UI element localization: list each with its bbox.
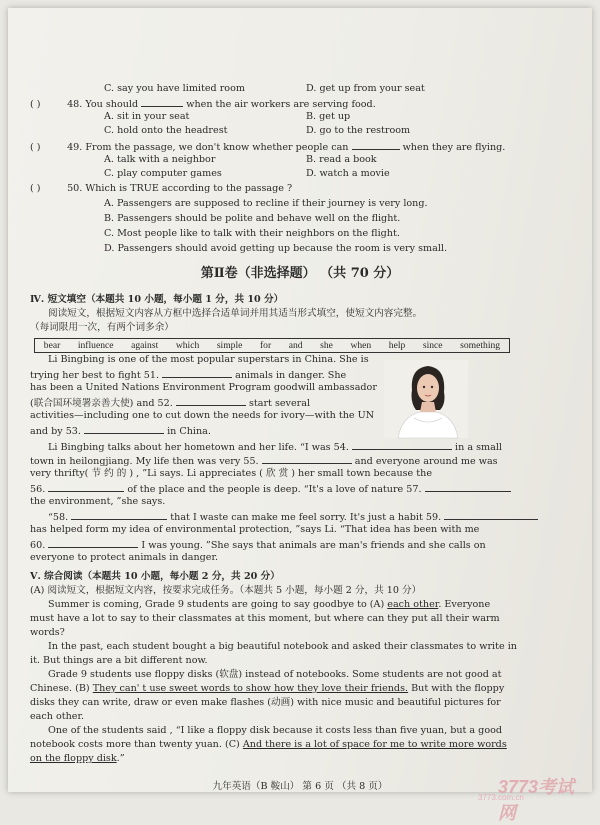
passage1-text: Li Bingbing talks about her hometown and her life. “I was 54. bbox=[48, 442, 349, 453]
blank[interactable] bbox=[141, 97, 183, 107]
blank-52[interactable] bbox=[176, 396, 246, 406]
passage2-text: notebook costs more than twenty yuan. (C) bbox=[30, 739, 240, 750]
q48-stem bbox=[30, 97, 376, 111]
blank-55[interactable] bbox=[262, 454, 352, 464]
passage2-line bbox=[30, 753, 125, 765]
word-bank-item: when bbox=[350, 340, 372, 351]
passage2-text: Chinese. (B) bbox=[30, 683, 90, 694]
passage2-text: . Everyone bbox=[438, 599, 491, 610]
q48-option-d: D. go to the restroom bbox=[306, 125, 411, 136]
passage1-text: animals in danger. She bbox=[235, 370, 347, 381]
blank-53[interactable] bbox=[84, 424, 164, 434]
passage2-line: words? bbox=[30, 627, 65, 638]
passage1-text: (联合国环境署亲善大使) and 52. bbox=[30, 398, 173, 409]
q48-option-c: C. hold onto the headrest bbox=[104, 125, 228, 136]
passage1-text: in China. bbox=[167, 426, 211, 437]
q48-stem-post: when the air workers are serving food. bbox=[186, 99, 376, 110]
section4-heading: Ⅳ. 短文填空（本题共 10 小题，每小题 1 分，共 10 分） bbox=[30, 294, 284, 305]
passage1-text: “58. bbox=[48, 512, 69, 523]
passage1-line bbox=[30, 368, 346, 382]
passage1-line: very thrifty( 节 约 的 ) , ”Li says. Li appreciates ( 欣 赏 ) her small town because the bbox=[30, 468, 432, 479]
passage1-line bbox=[30, 396, 310, 410]
q50-stem-text: 50. Which is TRUE according to the passage ? bbox=[67, 183, 293, 194]
passage1-text: trying her best to fight 51. bbox=[30, 370, 160, 381]
underlined-c-cont: on the floppy disk bbox=[30, 753, 117, 764]
word-bank-item: something bbox=[460, 340, 501, 351]
passage1-text: I was young. ”She says that animals are man's friends and she calls on bbox=[141, 540, 486, 551]
passage1-text: and everyone around me was bbox=[354, 456, 498, 467]
q48-option-b: B. get up bbox=[306, 111, 351, 122]
passage1-line: the environment, ”she says. bbox=[30, 496, 166, 507]
q49-option-d: D. watch a movie bbox=[306, 168, 390, 179]
blank-56[interactable] bbox=[48, 482, 124, 492]
blank[interactable] bbox=[352, 140, 400, 150]
passage1-line: everyone to protect animals in danger. bbox=[30, 552, 219, 563]
blank-60[interactable] bbox=[48, 538, 138, 548]
underlined-c: And there is a lot of space for me to write more words bbox=[242, 739, 507, 750]
passage2-line: One of the students said , “I like a floppy disk because it costs less than five yuan, but a good bbox=[48, 725, 503, 736]
section5-heading: Ⅴ. 综合阅读（本题共 10 小题，每小题 2 分，共 20 分） bbox=[30, 571, 280, 582]
blank-59[interactable] bbox=[444, 510, 538, 520]
passage1-text: 60. bbox=[30, 540, 46, 551]
passage1-line: has helped form my idea of environmental protection, ”says Li. “That idea has been with me bbox=[30, 524, 480, 535]
passage1-text: that I waste can make me feel sorry. It's just a habit 59. bbox=[170, 512, 442, 523]
q50-option-b: B. Passengers should be polite and behave well on the flight. bbox=[104, 213, 401, 224]
passage2-line: disks they can write, draw or even make flashes (动画) with nice music and beautiful pictures for bbox=[30, 697, 501, 708]
answer-paren[interactable]: ( ) bbox=[30, 99, 41, 110]
blank-54[interactable] bbox=[352, 440, 452, 450]
blank-58[interactable] bbox=[71, 510, 167, 520]
passage1-line bbox=[30, 482, 511, 496]
word-bank bbox=[34, 338, 510, 353]
q49-option-a: A. talk with a neighbor bbox=[104, 154, 216, 165]
passage1-line bbox=[30, 454, 498, 468]
q50-option-d: D. Passengers should avoid getting up because the room is very small. bbox=[104, 243, 448, 254]
passage1-line: Li Bingbing is one of the most popular superstars in China. She is bbox=[48, 354, 369, 365]
q50-option-c: C. Most people like to talk with their neighbors on the flight. bbox=[104, 228, 400, 239]
section4-instruction: 阅读短文，根据短文内容从方框中选择合适单词并用其适当形式填空，使短文内容完整。 bbox=[48, 308, 423, 319]
section4-instruction-note: （每词限用一次，有两个词多余） bbox=[30, 322, 174, 333]
passage1-line: activities—including one to cut down the needs for ivory—with the UN bbox=[30, 410, 375, 421]
passage1-line bbox=[30, 538, 486, 552]
passage2-text: .” bbox=[116, 753, 125, 764]
word-bank-item: for bbox=[259, 340, 272, 351]
passage1-line bbox=[48, 440, 502, 454]
page-footer: 九年英语（B 鞍山） 第 6 页 （共 8 页） bbox=[212, 781, 388, 792]
q47-option-d: D. get up from your seat bbox=[306, 83, 425, 94]
q49-stem bbox=[30, 140, 505, 154]
section5-subheading: (A) 阅读短文，根据短文内容，按要求完成任务。（本题共 5 小题，每小题 2 分，共 10 分） bbox=[30, 585, 422, 596]
q50-option-a: A. Passengers are supposed to recline if their journey is very long. bbox=[104, 198, 428, 209]
passage1-text: of the place and the people is deep. “It's a love of nature 57. bbox=[127, 484, 422, 495]
word-bank-item: simple bbox=[216, 340, 243, 351]
portrait-photo bbox=[384, 360, 468, 438]
passage2-text: Summer is coming, Grade 9 students are going to say goodbye to (A) bbox=[48, 599, 385, 610]
q49-option-b: B. read a book bbox=[306, 154, 377, 165]
underlined-a: each other bbox=[387, 599, 439, 610]
q48-stem-pre: 48. You should bbox=[67, 99, 139, 110]
q47-option-c: C. say you have limited room bbox=[104, 83, 245, 94]
q48-option-a: A. sit in your seat bbox=[104, 111, 190, 122]
passage1-text: start several bbox=[248, 398, 311, 409]
passage2-line: each other. bbox=[30, 711, 85, 722]
word-bank-item: which bbox=[175, 340, 200, 351]
passage2-text: But with the floppy bbox=[408, 683, 505, 694]
blank-51[interactable] bbox=[162, 368, 232, 378]
watermark-logo: 3773考试网 bbox=[498, 777, 575, 823]
passage2-line bbox=[30, 739, 507, 751]
word-bank-item: help bbox=[388, 340, 406, 351]
blank-57[interactable] bbox=[425, 482, 511, 492]
answer-paren[interactable]: ( ) bbox=[30, 142, 41, 153]
passage2-line: must have a lot to say to their classmates at this moment, but where can they put all their warm bbox=[30, 613, 500, 624]
q49-stem-pre: 49. From the passage, we don't know whether people can bbox=[67, 142, 349, 153]
word-bank-item: against bbox=[131, 340, 159, 351]
word-bank-item: since bbox=[422, 340, 443, 351]
passage2-line: In the past, each student bought a big beautiful notebook and asked their classmates to write in bbox=[48, 641, 517, 652]
word-bank-item: bear bbox=[43, 340, 61, 351]
passage2-line bbox=[30, 683, 504, 695]
passage1-text: town in heilongjiang. My life then was very 55. bbox=[30, 456, 259, 467]
word-bank-item: influence bbox=[77, 340, 114, 351]
watermark-url: 3773.com.cn bbox=[478, 793, 524, 802]
passage2-line: it. But things are a bit different now. bbox=[30, 655, 208, 666]
word-bank-item: she bbox=[320, 340, 333, 351]
passage2-line: Grade 9 students use floppy disks (软盘) instead of notebooks. Some students are not good at bbox=[48, 669, 502, 680]
word-bank-item: and bbox=[288, 340, 303, 351]
passage2-line bbox=[48, 599, 490, 611]
passage1-line: has been a United Nations Environment Program goodwill ambassador bbox=[30, 382, 377, 393]
passage1-line bbox=[30, 424, 211, 438]
q49-option-c: C. play computer games bbox=[104, 168, 222, 179]
passage1-text: and by 53. bbox=[30, 426, 81, 437]
underlined-b: They can' t use sweet words to show how they love their friends. bbox=[92, 683, 409, 694]
q50-stem bbox=[30, 183, 292, 195]
passage1-text: 56. bbox=[30, 484, 46, 495]
part2-title: 第Ⅱ卷（非选择题） （共 70 分） bbox=[200, 266, 400, 281]
passage1-line bbox=[48, 510, 538, 524]
exam-page bbox=[8, 8, 592, 823]
answer-paren[interactable]: ( ) bbox=[30, 183, 41, 194]
q49-stem-post: when they are flying. bbox=[402, 142, 506, 153]
passage1-text: in a small bbox=[455, 442, 502, 453]
